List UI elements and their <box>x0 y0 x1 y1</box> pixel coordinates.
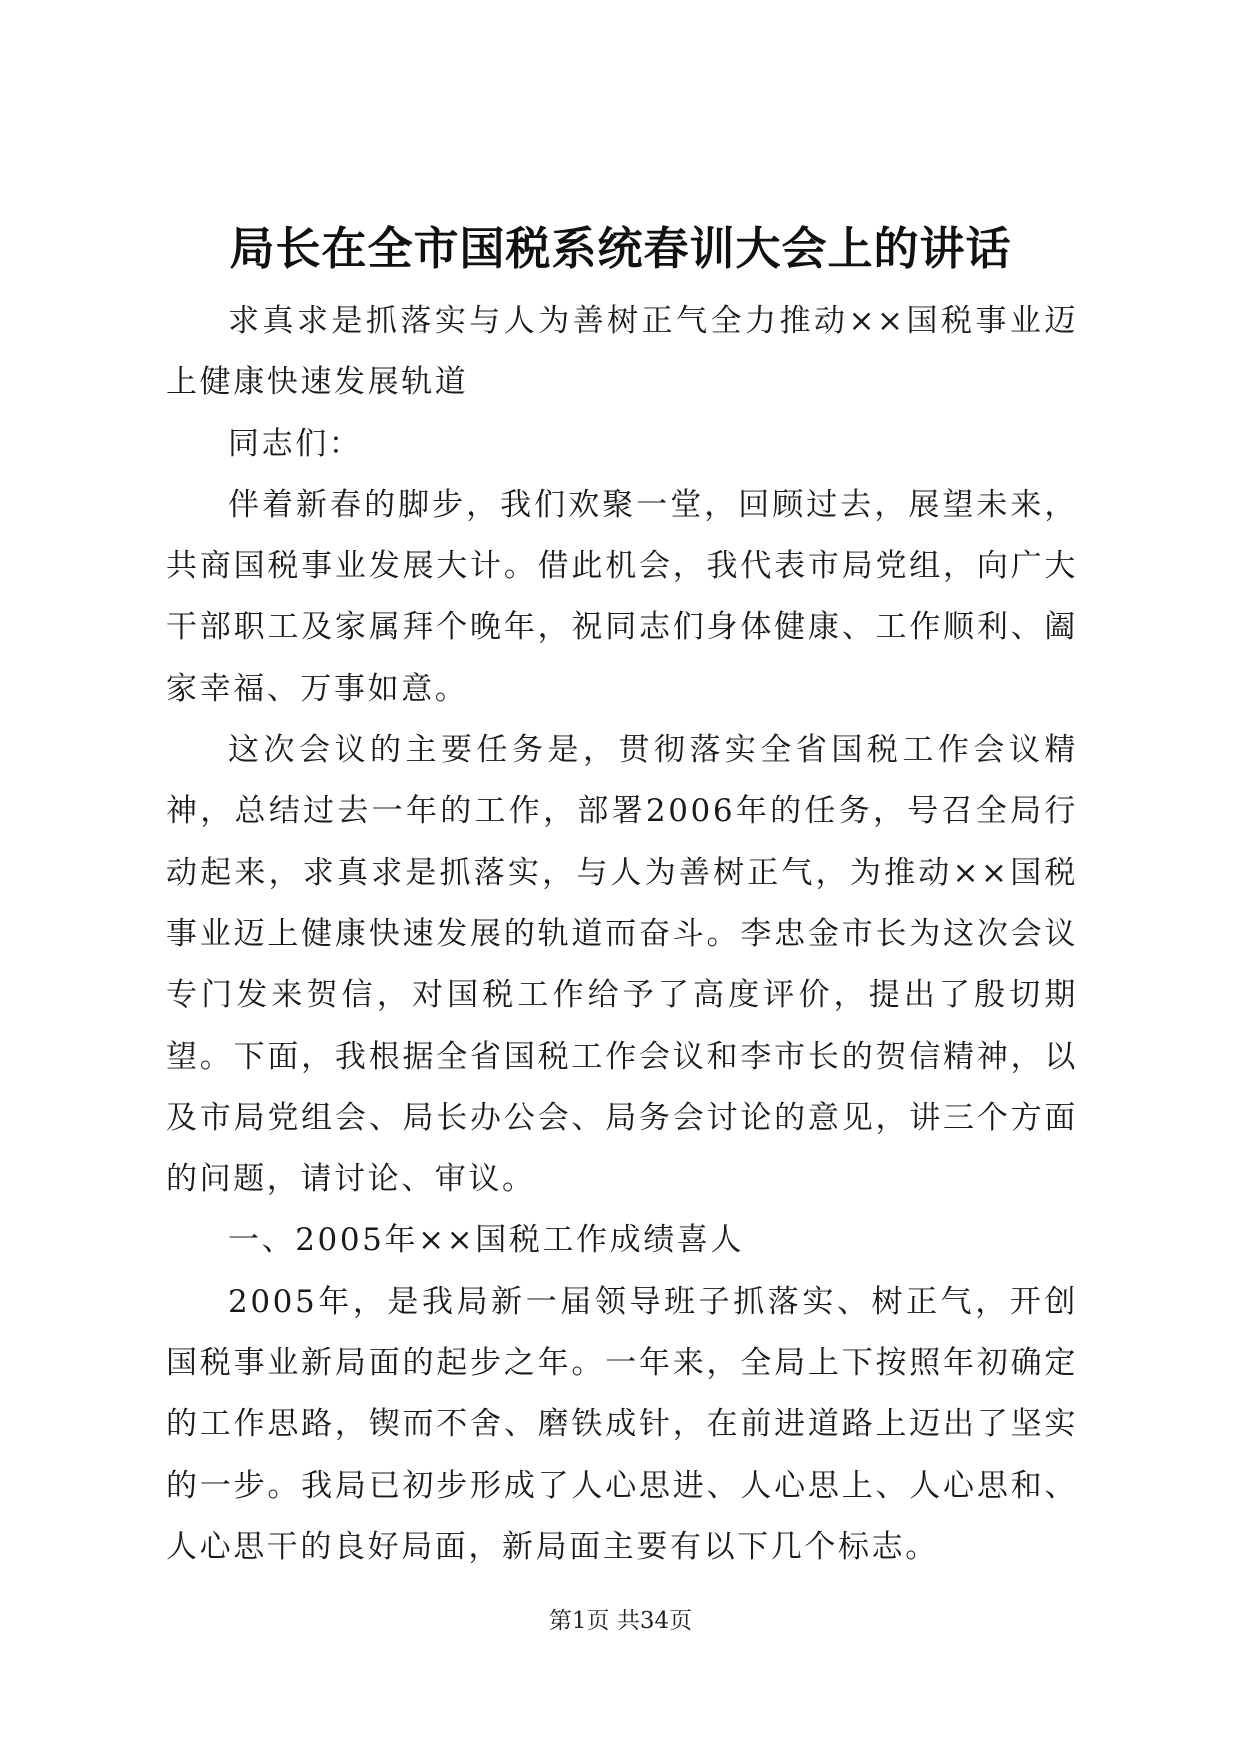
greeting-paragraph: 伴着新春的脚步，我们欢聚一堂，回顾过去，展望未来，共商国税事业发展大计。借此机会，我代表市局党组，向广大干部职工及家属拜个晚年，祝同志们身体健康、工作顺利、阖家幸福、万事如意。 <box>166 486 1078 707</box>
section-heading-one: 一、2005年××国税工作成绩喜人 <box>228 1222 745 1259</box>
document-title: 局长在全市国税系统春训大会上的讲话 <box>229 222 1012 275</box>
document-body <box>166 291 1078 1578</box>
page-number-footer: 第1页 共34页 <box>548 1608 693 1634</box>
salutation-paragraph: 同志们： <box>228 425 363 462</box>
section-one-paragraph: 2005年，是我局新一届领导班子抓落实、树正气，开创国税事业新局面的起步之年。一年来，全局上下按照年初确定的工作思路，锲而不舍、磨铁成针，在前进道路上迈出了坚实的一步。我局已初步形成了人心思进、人心思上、人心思和、人心思干的良好局面，新局面主要有以下几个标志。 <box>166 1283 1078 1565</box>
meeting-tasks-paragraph: 这次会议的主要任务是，贯彻落实全省国税工作会议精神，总结过去一年的工作，部署2006年的任务，号召全局行动起来，求真求是抓落实，与人为善树正气，为推动××国税事业迈上健康快速发展的轨道而奋斗。李忠金市长为这次会议专门发来贺信，对国税工作给予了高度评价，提出了殷切期望。下面，我根据全省国税工作会议和李市长的贺信精神，以及市局党组会、局长办公会、局务会讨论的意见，讲三个方面的问题，请讨论、审议。 <box>166 732 1078 1198</box>
subtitle-paragraph: 求真求是抓落实与人为善树正气全力推动××国税事业迈上健康快速发展轨道 <box>166 303 1078 401</box>
